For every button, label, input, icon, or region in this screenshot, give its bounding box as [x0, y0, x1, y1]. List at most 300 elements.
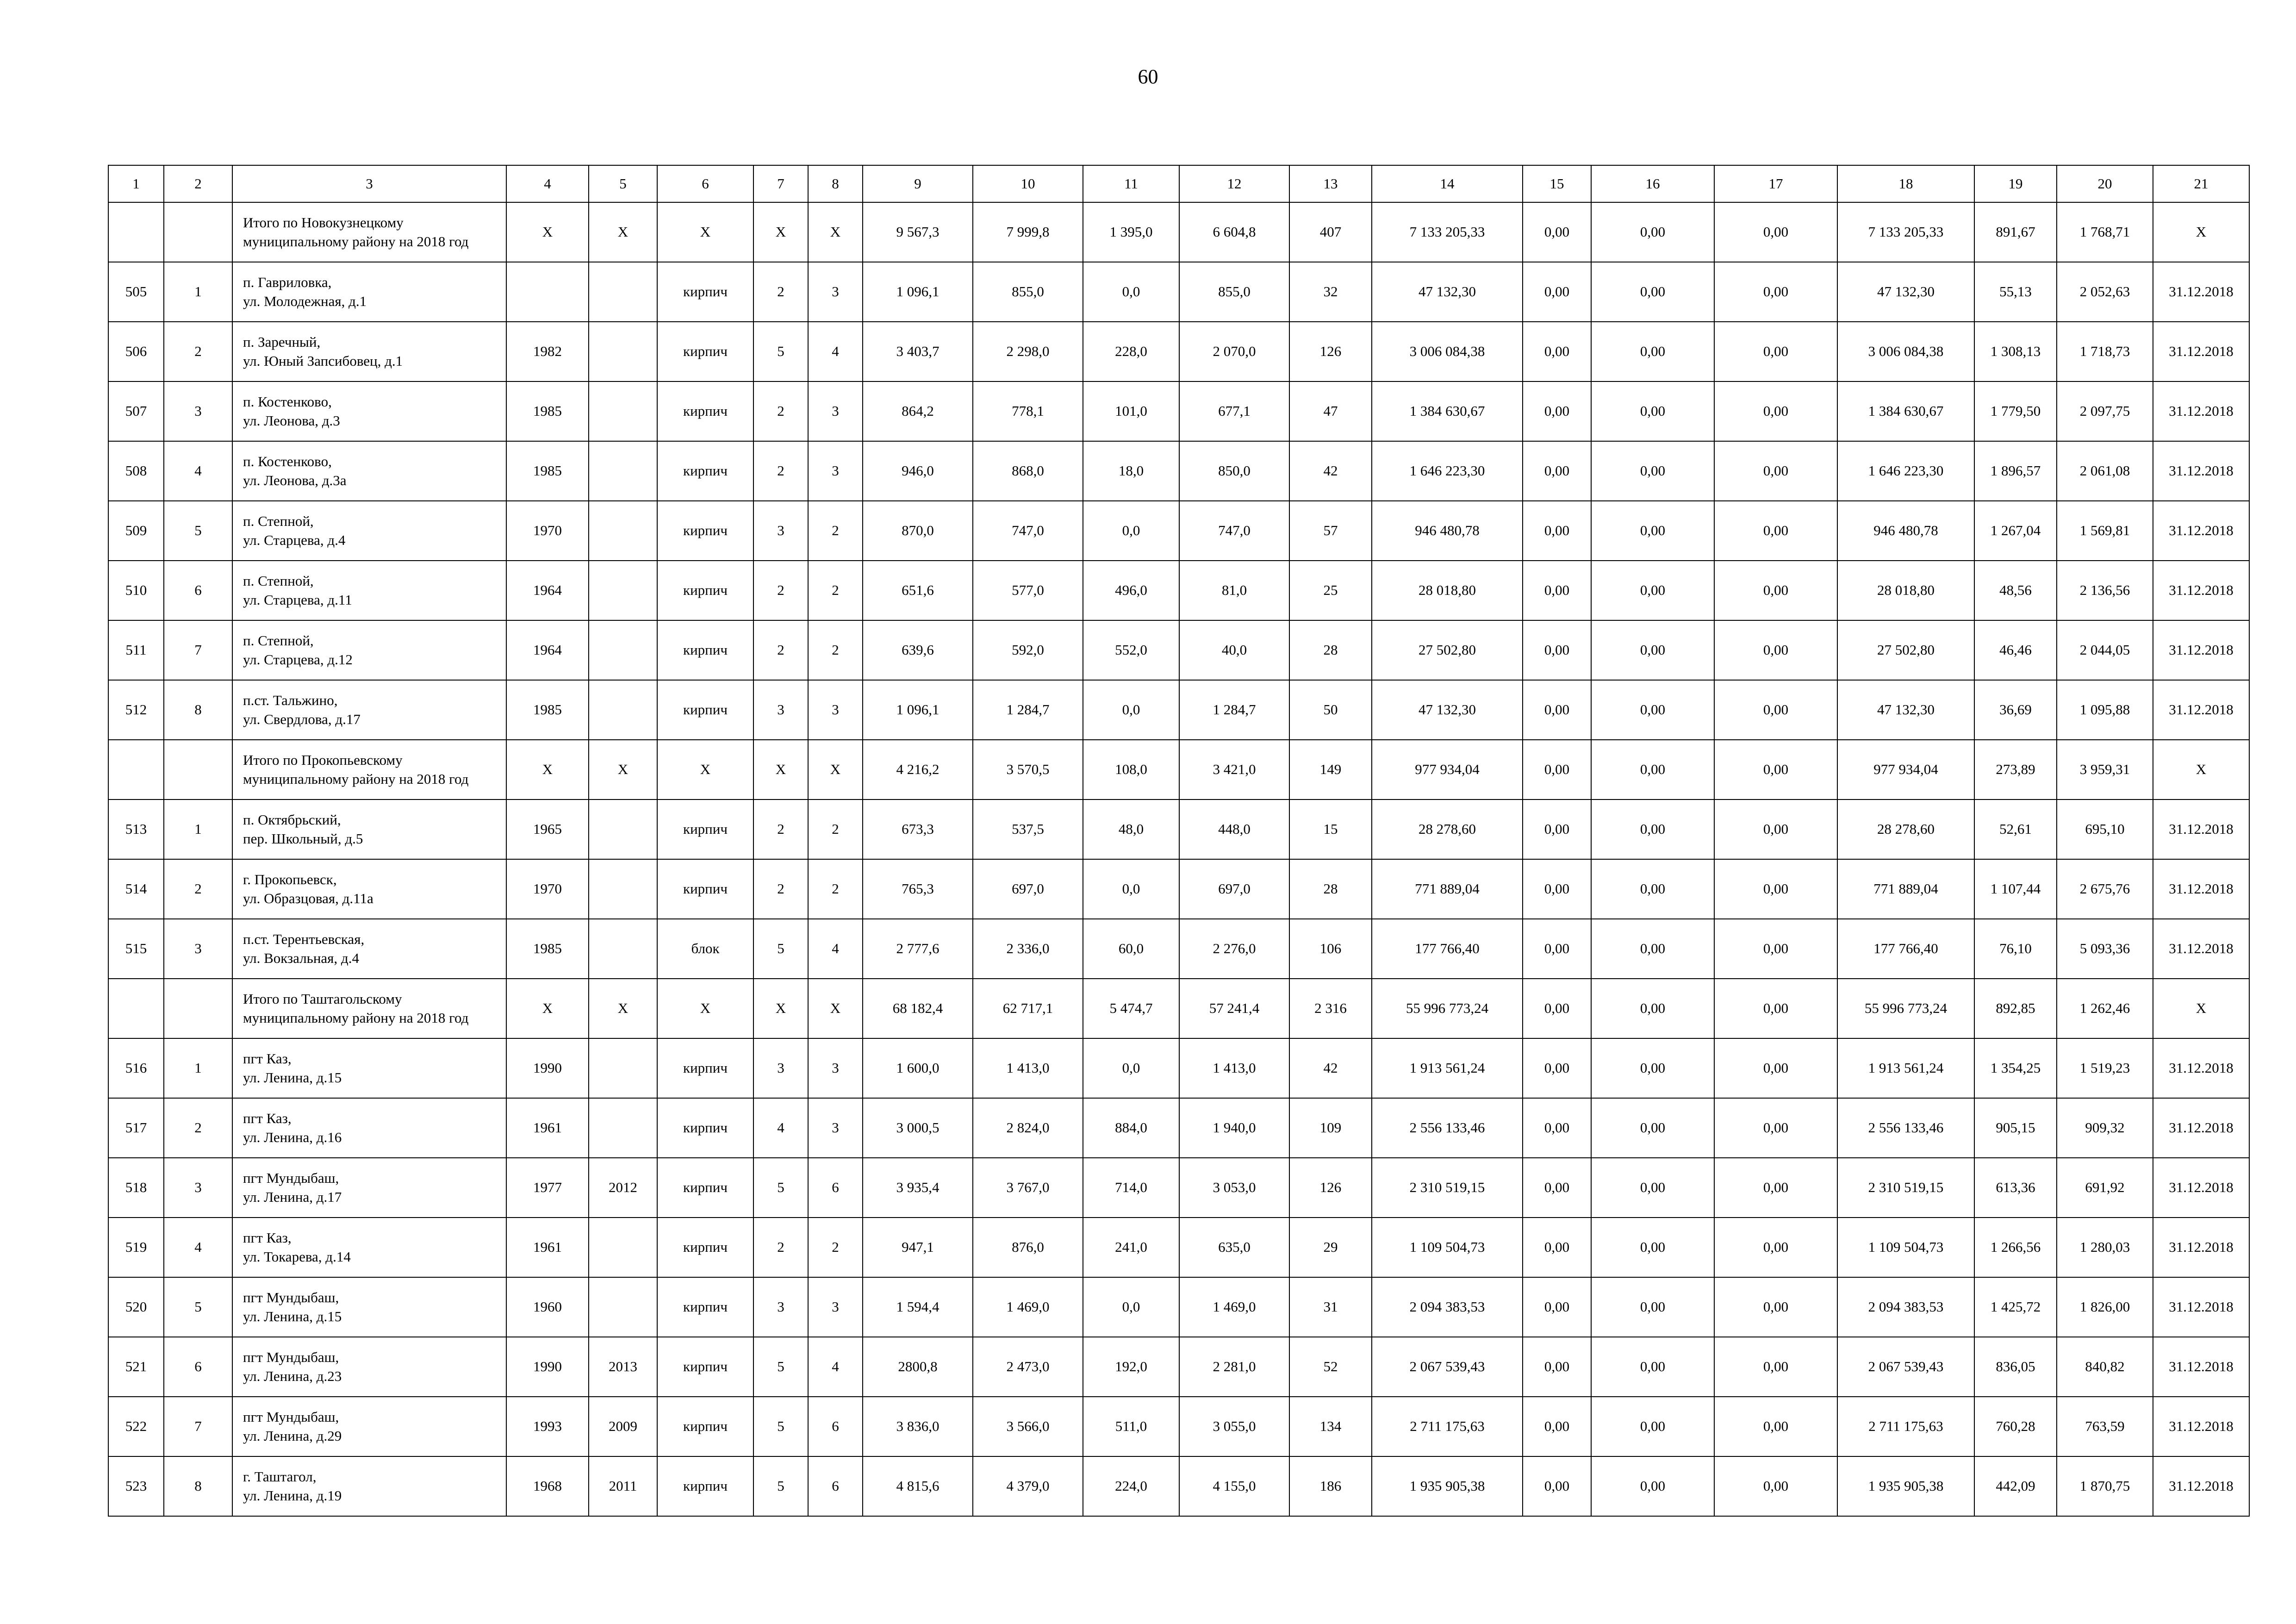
table-cell: 0,00 — [1591, 262, 1714, 322]
table-cell: 1 425,72 — [1974, 1277, 2057, 1337]
table-cell: 1 096,1 — [863, 680, 973, 740]
table-cell: 1 826,00 — [2057, 1277, 2153, 1337]
table-cell: 0,0 — [1083, 1038, 1179, 1098]
table-cell: 31.12.2018 — [2153, 322, 2249, 381]
table-cell: 442,09 — [1974, 1456, 2057, 1516]
column-number-cell: 11 — [1083, 165, 1179, 202]
table-cell — [589, 1098, 657, 1158]
table-row — [108, 1456, 2249, 1516]
table-cell: 3 836,0 — [863, 1397, 973, 1456]
table-cell: 47 — [1289, 381, 1372, 441]
table-cell: 2 — [753, 262, 808, 322]
table-cell: 2 336,0 — [973, 919, 1083, 979]
table-cell: 0,00 — [1523, 680, 1591, 740]
table-cell: 31.12.2018 — [2153, 1277, 2249, 1337]
table-cell — [589, 501, 657, 561]
table-cell: 31.12.2018 — [2153, 919, 2249, 979]
table-cell: 28 278,60 — [1837, 800, 1974, 859]
table-cell: 15 — [1289, 800, 1372, 859]
table-cell: 691,92 — [2057, 1158, 2153, 1218]
table-cell: 2 094 383,53 — [1372, 1277, 1523, 1337]
table-cell: 31.12.2018 — [2153, 800, 2249, 859]
table-cell: 521 — [108, 1337, 164, 1397]
table-cell: 4 379,0 — [973, 1456, 1083, 1516]
table-cell: 0,00 — [1591, 381, 1714, 441]
table-cell: 55,13 — [1974, 262, 2057, 322]
table-cell: 28 018,80 — [1372, 561, 1523, 620]
table-cell: 50 — [1289, 680, 1372, 740]
address-cell: пгт Каз, ул. Ленина, д.16 — [232, 1098, 506, 1158]
table-cell: 3 570,5 — [973, 740, 1083, 800]
table-cell: 48,0 — [1083, 800, 1179, 859]
table-cell: 1990 — [506, 1038, 589, 1098]
table-cell: 31.12.2018 — [2153, 1038, 2249, 1098]
table-cell: 31.12.2018 — [2153, 859, 2249, 919]
table-row — [108, 441, 2249, 501]
table-cell: X — [753, 202, 808, 262]
table-cell: 695,10 — [2057, 800, 2153, 859]
table-cell: 3 566,0 — [973, 1397, 1083, 1456]
table-cell: 1 768,71 — [2057, 202, 2153, 262]
table-cell: 0,00 — [1523, 381, 1591, 441]
table-cell: X — [753, 979, 808, 1038]
table-cell: 4 216,2 — [863, 740, 973, 800]
table-cell: 32 — [1289, 262, 1372, 322]
table-cell: X — [589, 740, 657, 800]
table-cell: 0,00 — [1714, 1277, 1837, 1337]
table-cell — [589, 381, 657, 441]
table-cell: 108,0 — [1083, 740, 1179, 800]
table-row — [108, 1397, 2249, 1456]
table-cell: 2 — [808, 561, 863, 620]
column-number-cell: 6 — [657, 165, 753, 202]
table-cell: кирпич — [657, 1038, 753, 1098]
table-cell: 0,00 — [1714, 859, 1837, 919]
table-cell: 5 — [753, 1158, 808, 1218]
table-cell: 2 — [808, 1218, 863, 1277]
table-cell: 2 — [753, 381, 808, 441]
table-cell: 522 — [108, 1397, 164, 1456]
table-cell — [589, 680, 657, 740]
table-cell: X — [657, 740, 753, 800]
table-cell: 850,0 — [1179, 441, 1289, 501]
table-cell: 0,00 — [1591, 800, 1714, 859]
table-cell: 0,00 — [1591, 1337, 1714, 1397]
table-cell: X — [506, 202, 589, 262]
table-cell: 28 — [1289, 620, 1372, 680]
table-cell: 513 — [108, 800, 164, 859]
table-cell: 1993 — [506, 1397, 589, 1456]
table-cell: 4 — [753, 1098, 808, 1158]
table-cell: 511,0 — [1083, 1397, 1179, 1456]
table-row — [108, 680, 2249, 740]
table-cell — [506, 262, 589, 322]
table-cell: 109 — [1289, 1098, 1372, 1158]
table-cell: 876,0 — [973, 1218, 1083, 1277]
table-cell: 870,0 — [863, 501, 973, 561]
table-cell: 1985 — [506, 381, 589, 441]
table-cell: 0,00 — [1591, 859, 1714, 919]
table-cell: 6 — [808, 1158, 863, 1218]
table-cell — [589, 1277, 657, 1337]
table-cell: 1985 — [506, 441, 589, 501]
address-cell: п. Костенково, ул. Леонова, д.3 — [232, 381, 506, 441]
table-cell: 2 — [164, 322, 232, 381]
table-cell: 0,00 — [1523, 1397, 1591, 1456]
table-cell: 2 556 133,46 — [1837, 1098, 1974, 1158]
table-cell: 47 132,30 — [1372, 680, 1523, 740]
table-cell: кирпич — [657, 1456, 753, 1516]
table-cell: 514 — [108, 859, 164, 919]
table-cell: 0,00 — [1523, 322, 1591, 381]
table-cell: 5 — [753, 1456, 808, 1516]
table-cell: 577,0 — [973, 561, 1083, 620]
table-cell: 2 044,05 — [2057, 620, 2153, 680]
table-cell: 407 — [1289, 202, 1372, 262]
table-cell: 1964 — [506, 620, 589, 680]
column-number-cell: 4 — [506, 165, 589, 202]
table-cell: 2 — [808, 800, 863, 859]
table-cell: 0,00 — [1591, 1456, 1714, 1516]
table-cell: 947,1 — [863, 1218, 973, 1277]
table-cell: 3 — [753, 1038, 808, 1098]
table-cell: 2 — [753, 561, 808, 620]
table-cell: 1 109 504,73 — [1837, 1218, 1974, 1277]
table-cell: 2 052,63 — [2057, 262, 2153, 322]
address-cell: п.ст. Тальжино, ул. Свердлова, д.17 — [232, 680, 506, 740]
table-cell: 511 — [108, 620, 164, 680]
table-cell: 40,0 — [1179, 620, 1289, 680]
table-cell: 3 006 084,38 — [1372, 322, 1523, 381]
table-cell: 8 — [164, 680, 232, 740]
table-cell — [589, 561, 657, 620]
table-cell: кирпич — [657, 680, 753, 740]
table-cell: 192,0 — [1083, 1337, 1179, 1397]
table-cell: 0,00 — [1591, 501, 1714, 561]
table-cell: X — [589, 979, 657, 1038]
table-cell: 55 996 773,24 — [1837, 979, 1974, 1038]
table-cell: 3 — [808, 1098, 863, 1158]
table-cell: кирпич — [657, 322, 753, 381]
column-number-cell: 17 — [1714, 165, 1837, 202]
table-cell: 241,0 — [1083, 1218, 1179, 1277]
table-cell: 2013 — [589, 1337, 657, 1397]
table-cell: 126 — [1289, 322, 1372, 381]
table-cell: X — [808, 202, 863, 262]
table-cell: 3 421,0 — [1179, 740, 1289, 800]
table-cell: 31.12.2018 — [2153, 1098, 2249, 1158]
table-cell: 1 569,81 — [2057, 501, 2153, 561]
table-cell: 0,0 — [1083, 1277, 1179, 1337]
table-cell: 47 132,30 — [1837, 680, 1974, 740]
table-cell: 46,46 — [1974, 620, 2057, 680]
table-cell: 0,00 — [1591, 1098, 1714, 1158]
table-cell: 697,0 — [973, 859, 1083, 919]
table-cell: 1 913 561,24 — [1837, 1038, 1974, 1098]
table-cell: 512 — [108, 680, 164, 740]
table-cell: X — [2153, 202, 2249, 262]
table-cell: 3 000,5 — [863, 1098, 973, 1158]
table-cell: 1965 — [506, 800, 589, 859]
table-cell: 0,0 — [1083, 501, 1179, 561]
table-cell: 3 053,0 — [1179, 1158, 1289, 1218]
table-cell: 592,0 — [973, 620, 1083, 680]
table-cell: 1961 — [506, 1218, 589, 1277]
table-cell: 6 — [808, 1456, 863, 1516]
table-cell: кирпич — [657, 1098, 753, 1158]
address-cell: п. Костенково, ул. Леонова, д.3а — [232, 441, 506, 501]
table-cell: 0,00 — [1523, 1337, 1591, 1397]
table-cell: 0,00 — [1523, 800, 1591, 859]
table-cell: 909,32 — [2057, 1098, 2153, 1158]
table-cell: кирпич — [657, 1158, 753, 1218]
table-cell: 2 094 383,53 — [1837, 1277, 1974, 1337]
address-cell: пгт Каз, ул. Ленина, д.15 — [232, 1038, 506, 1098]
table-row — [108, 1098, 2249, 1158]
table-cell: 891,67 — [1974, 202, 2057, 262]
table-cell: кирпич — [657, 620, 753, 680]
table-cell: 31.12.2018 — [2153, 262, 2249, 322]
table-cell: 864,2 — [863, 381, 973, 441]
table-cell: 2 — [753, 1218, 808, 1277]
table-cell: 57 — [1289, 501, 1372, 561]
table-cell: 2 067 539,43 — [1372, 1337, 1523, 1397]
column-number-cell: 8 — [808, 165, 863, 202]
table-cell: 3 055,0 — [1179, 1397, 1289, 1456]
table-cell: 4 — [808, 322, 863, 381]
table-cell: 0,00 — [1714, 680, 1837, 740]
table-cell: 523 — [108, 1456, 164, 1516]
table-cell: 60,0 — [1083, 919, 1179, 979]
table-cell: 5 093,36 — [2057, 919, 2153, 979]
table-cell: 613,36 — [1974, 1158, 2057, 1218]
address-cell: пгт Мундыбаш, ул. Ленина, д.17 — [232, 1158, 506, 1218]
table-cell: 0,00 — [1714, 1337, 1837, 1397]
address-cell: Итого по Новокузнецкому муниципальному району на 2018 год — [232, 202, 506, 262]
table-cell: 1961 — [506, 1098, 589, 1158]
table-cell: кирпич — [657, 501, 753, 561]
table-cell: 0,00 — [1523, 919, 1591, 979]
table-row — [108, 620, 2249, 680]
table-cell: 0,00 — [1591, 441, 1714, 501]
table-cell: 6 — [164, 1337, 232, 1397]
table-cell: 3 403,7 — [863, 322, 973, 381]
address-cell: Итого по Прокопьевскому муниципальному району на 2018 год — [232, 740, 506, 800]
table-cell: 1 935 905,38 — [1372, 1456, 1523, 1516]
address-cell: п. Степной, ул. Старцева, д.11 — [232, 561, 506, 620]
column-number-cell: 21 — [2153, 165, 2249, 202]
table-row — [108, 919, 2249, 979]
table-cell: 1 594,4 — [863, 1277, 973, 1337]
table-cell: 0,00 — [1523, 1218, 1591, 1277]
table-cell: 697,0 — [1179, 859, 1289, 919]
column-number-cell: 5 — [589, 165, 657, 202]
table-cell: 2 298,0 — [973, 322, 1083, 381]
table-cell: кирпич — [657, 381, 753, 441]
table-cell: 1 — [164, 1038, 232, 1098]
table-cell — [589, 322, 657, 381]
address-cell: п. Заречный, ул. Юный Запсибовец, д.1 — [232, 322, 506, 381]
table-cell: 635,0 — [1179, 1218, 1289, 1277]
column-number-row — [108, 165, 2249, 202]
address-cell: г. Таштагол, ул. Ленина, д.19 — [232, 1456, 506, 1516]
table-cell: 905,15 — [1974, 1098, 2057, 1158]
table-cell: 273,89 — [1974, 740, 2057, 800]
table-cell: 1 469,0 — [973, 1277, 1083, 1337]
table-cell: 2 711 175,63 — [1837, 1397, 1974, 1456]
table-cell: 27 502,80 — [1372, 620, 1523, 680]
table-cell: 0,0 — [1083, 680, 1179, 740]
table-cell: 3 — [808, 680, 863, 740]
table-cell: 0,00 — [1591, 1158, 1714, 1218]
table-cell: 1 913 561,24 — [1372, 1038, 1523, 1098]
table-cell: 2 067 539,43 — [1837, 1337, 1974, 1397]
table-cell: X — [2153, 740, 2249, 800]
table-cell — [108, 740, 164, 800]
table-cell: 1 095,88 — [2057, 680, 2153, 740]
table-cell: 28 278,60 — [1372, 800, 1523, 859]
table-cell: 18,0 — [1083, 441, 1179, 501]
table-row — [108, 1277, 2249, 1337]
table-cell: 0,00 — [1591, 919, 1714, 979]
table-cell: 62 717,1 — [973, 979, 1083, 1038]
table-cell: 1 107,44 — [1974, 859, 2057, 919]
table-cell: 0,00 — [1523, 1277, 1591, 1337]
table-cell: 517 — [108, 1098, 164, 1158]
table-cell: 519 — [108, 1218, 164, 1277]
table-cell: 0,00 — [1714, 620, 1837, 680]
table-cell: 1 267,04 — [1974, 501, 2057, 561]
column-number-cell: 7 — [753, 165, 808, 202]
table-cell: кирпич — [657, 561, 753, 620]
table-cell: 1960 — [506, 1277, 589, 1337]
table-cell: 855,0 — [973, 262, 1083, 322]
table-cell: X — [506, 740, 589, 800]
table-cell: 2 — [164, 859, 232, 919]
table-cell: 1 — [164, 262, 232, 322]
table-cell: кирпич — [657, 800, 753, 859]
table-cell: X — [2153, 979, 2249, 1038]
table-cell: 48,56 — [1974, 561, 2057, 620]
table-cell: 31.12.2018 — [2153, 501, 2249, 561]
table-cell: 31.12.2018 — [2153, 1218, 2249, 1277]
table-cell — [108, 202, 164, 262]
table-cell: 0,00 — [1523, 979, 1591, 1038]
table-cell: 0,00 — [1523, 1098, 1591, 1158]
table-cell: 68 182,4 — [863, 979, 973, 1038]
table-cell: 2009 — [589, 1397, 657, 1456]
table-cell: 0,00 — [1714, 1038, 1837, 1098]
table-cell: 0,0 — [1083, 859, 1179, 919]
subtotal-row — [108, 979, 2249, 1038]
table-cell: 0,00 — [1591, 620, 1714, 680]
table-cell: 765,3 — [863, 859, 973, 919]
table-cell: 515 — [108, 919, 164, 979]
table-cell: 1 284,7 — [973, 680, 1083, 740]
column-number-cell: 12 — [1179, 165, 1289, 202]
table-cell: 884,0 — [1083, 1098, 1179, 1158]
table-cell: X — [589, 202, 657, 262]
column-number-cell: 18 — [1837, 165, 1974, 202]
table-cell: 0,00 — [1523, 620, 1591, 680]
table-cell: кирпич — [657, 1337, 753, 1397]
table-cell: 0,00 — [1591, 1277, 1714, 1337]
table-cell: 0,00 — [1714, 919, 1837, 979]
table-body — [108, 165, 2249, 1516]
table-cell: 0,00 — [1523, 859, 1591, 919]
table-row — [108, 322, 2249, 381]
table-cell: 4 815,6 — [863, 1456, 973, 1516]
table-cell: 0,00 — [1523, 501, 1591, 561]
table-cell: 0,00 — [1523, 740, 1591, 800]
table-cell: 134 — [1289, 1397, 1372, 1456]
table-cell: 1 — [164, 800, 232, 859]
table-cell: кирпич — [657, 262, 753, 322]
table-cell: 5 — [753, 1397, 808, 1456]
table-cell: X — [657, 202, 753, 262]
table-cell: 224,0 — [1083, 1456, 1179, 1516]
table-cell — [108, 979, 164, 1038]
address-cell: пгт Мундыбаш, ул. Ленина, д.29 — [232, 1397, 506, 1456]
table-cell: 1985 — [506, 919, 589, 979]
table-cell: 0,00 — [1591, 979, 1714, 1038]
table-cell: 506 — [108, 322, 164, 381]
table-cell: 4 — [808, 1337, 863, 1397]
table-cell: 0,00 — [1591, 680, 1714, 740]
table-cell: 448,0 — [1179, 800, 1289, 859]
table-cell: 892,85 — [1974, 979, 2057, 1038]
table-row — [108, 381, 2249, 441]
table-cell: 31.12.2018 — [2153, 1158, 2249, 1218]
table-cell: 0,00 — [1714, 1158, 1837, 1218]
table-cell: 6 604,8 — [1179, 202, 1289, 262]
table-cell: кирпич — [657, 859, 753, 919]
table-cell: 0,00 — [1591, 1218, 1714, 1277]
column-number-cell: 1 — [108, 165, 164, 202]
table-cell: 1 266,56 — [1974, 1218, 2057, 1277]
table-cell: 2 — [808, 501, 863, 561]
table-cell: 81,0 — [1179, 561, 1289, 620]
table-cell: 2 316 — [1289, 979, 1372, 1038]
table-cell: 0,00 — [1714, 322, 1837, 381]
table-cell: 228,0 — [1083, 322, 1179, 381]
table-cell: 3 — [808, 1277, 863, 1337]
table-cell: 1 384 630,67 — [1372, 381, 1523, 441]
table-cell: 8 — [164, 1456, 232, 1516]
table-cell: 1 718,73 — [2057, 322, 2153, 381]
table-cell: 1982 — [506, 322, 589, 381]
table-cell: 946 480,78 — [1372, 501, 1523, 561]
table-cell: 2 473,0 — [973, 1337, 1083, 1397]
table-cell: 714,0 — [1083, 1158, 1179, 1218]
table-cell — [589, 441, 657, 501]
table-cell: 1 096,1 — [863, 262, 973, 322]
table-cell: 0,00 — [1523, 561, 1591, 620]
table-cell: 0,00 — [1591, 740, 1714, 800]
column-number-cell: 3 — [232, 165, 506, 202]
table-cell: 673,3 — [863, 800, 973, 859]
column-number-cell: 16 — [1591, 165, 1714, 202]
table-cell: 760,28 — [1974, 1397, 2057, 1456]
table-cell: 42 — [1289, 441, 1372, 501]
table-cell: 2 711 175,63 — [1372, 1397, 1523, 1456]
table-row — [108, 1337, 2249, 1397]
table-cell: 2 — [753, 441, 808, 501]
table-cell: 0,00 — [1591, 1038, 1714, 1098]
table-cell: 2 310 519,15 — [1372, 1158, 1523, 1218]
table-cell: 1 262,46 — [2057, 979, 2153, 1038]
table-cell: 31.12.2018 — [2153, 441, 2249, 501]
